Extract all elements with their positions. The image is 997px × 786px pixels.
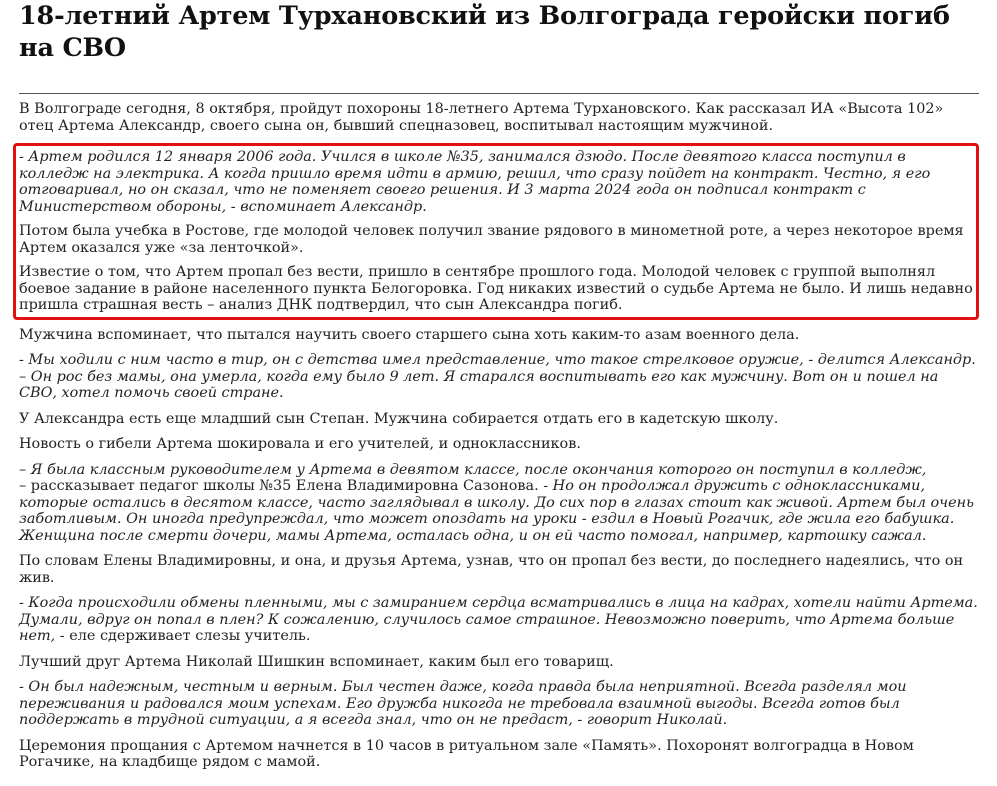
paragraph-hope: По словам Елены Владимировны, и она, и друзья Артема, узнав, что он пропал без вести, до последнего надеялись, что он жив. [19, 553, 964, 586]
father-quote-shooting: - Мы ходили с ним часто в тир, он с детства имел представление, что такое стрелковое оружие, - делится Александр. – Он рос без мамы, она умерла, когда ему было 9 лет. Я старался воспитывать его как мужчину. Вот он и пошел на СВО, хотел помочь своей стране. [19, 352, 976, 401]
teacher-exchange-quote: - Когда происходили обмены пленными, мы с замиранием сердца всматривались в лица на кадрах, хотели найти Артема. Думали, вдруг он попал в плен? К сожалению, случилось самое страшное. Невозможно поверить, что Артема больше нет, [19, 595, 978, 644]
training-paragraph: Потом была учебка в Ростове, где молодой человек получил звание рядового в минометной роте, а через некоторое время Артем оказался уже «за ленточкой». [19, 223, 964, 256]
teacher-quote-paragraph [19, 462, 979, 545]
missing-news-paragraph: Известие о том, что Артем пропал без вести, пришло в сентябре прошлого года. Молодой человек с группой выполнял боевое задание в районе населенного пункта Белогоровка. Год никаких известий о судьбе Артема не было. И лишь недавно пришла страшная весть – анализ ДНК подтвердил, что сын Александра погиб. [19, 264, 973, 313]
father-quote-paragraph: - Артем родился 12 января 2006 года. Учился в школе №35, занимался дзюдо. После девятого класса поступил в колледж на электрика. А когда пришло время идти в армию, решил, что сразу пойдет на контракт. Честно, я его отговаривал, но он сказал, что не поменяет своего решения. И 3 марта 2024 года он подписал контракт с Министерством обороны, - вспоминает Александр. [19, 149, 931, 215]
teacher-exchange-attribution: - еле сдерживает слезы учитель. [59, 628, 311, 644]
paragraph-teachers-shock: Новость о гибели Артема шокировала и его учителей, и одноклассников. [19, 436, 581, 452]
teacher-exchange-paragraph [19, 595, 979, 645]
paragraph-best-friend: Лучший друг Артема Николай Шишкин вспоминает, каким был его товарищ. [19, 653, 614, 670]
intro-paragraph: В Волгограде сегодня, 8 октября, пройдут похороны 18-летнего Артема Турхановского. Как рассказал ИА «Высота 102» отец Артема Александр, своего сына он, бывший спецназовец, воспитывал настоящим мужчиной. [19, 101, 944, 134]
teacher-attribution: – рассказывает педагог школы №35 Елена Владимировна Сазонова. - [19, 478, 549, 494]
teacher-quote-part2: Но он продолжал дружить с одноклассниками, которые остались в десятом классе, часто заглядывал в школу. До сих пор в глазах стоит как живой. Артем был очень заботливым. Он иногда предупреждал, что может опоздать на уроки - ездил в Новый Рогачик, где жила его бабушка. Женщина после смерти дочери, мамы Артема, осталась одна, и он ей часто помогал, например, картошку сажал. [19, 478, 974, 544]
title-divider [19, 93, 979, 94]
paragraph-ceremony: Церемония прощания с Артемом начнется в 10 часов в ритуальном зале «Память». Похоронят волгоградца в Новом Рогачике, на кладбище рядом с мамой. [19, 737, 914, 770]
paragraph-military-basics: Мужчина вспоминает, что пытался научить своего старшего сына хоть каким-то азам военного дела. [19, 326, 800, 343]
highlight-box [13, 143, 979, 320]
article-body [19, 101, 979, 780]
teacher-quote-part1: – Я была классным руководителем у Артема в девятом классе, после окончания которого он поступил в колледж, [19, 461, 927, 478]
friend-quote-paragraph: - Он был надежным, честным и верным. Был честен даже, когда правда была неприятной. Всегда разделял мои переживания и радовался моим успехам. Его дружба никогда не требовала взаимной выгоды. Всегда готов был поддержать в трудной ситуации, а я всегда знал, что он не предаст, - говорит Николай. [19, 679, 907, 728]
paragraph-younger-son: У Александра есть еще младший сын Степан. Мужчина собирается отдать его в кадетскую школу. [19, 410, 779, 427]
article-title: 18-летний Артем Турхановский из Волгограда геройски погиб на СВО [19, 1, 950, 63]
